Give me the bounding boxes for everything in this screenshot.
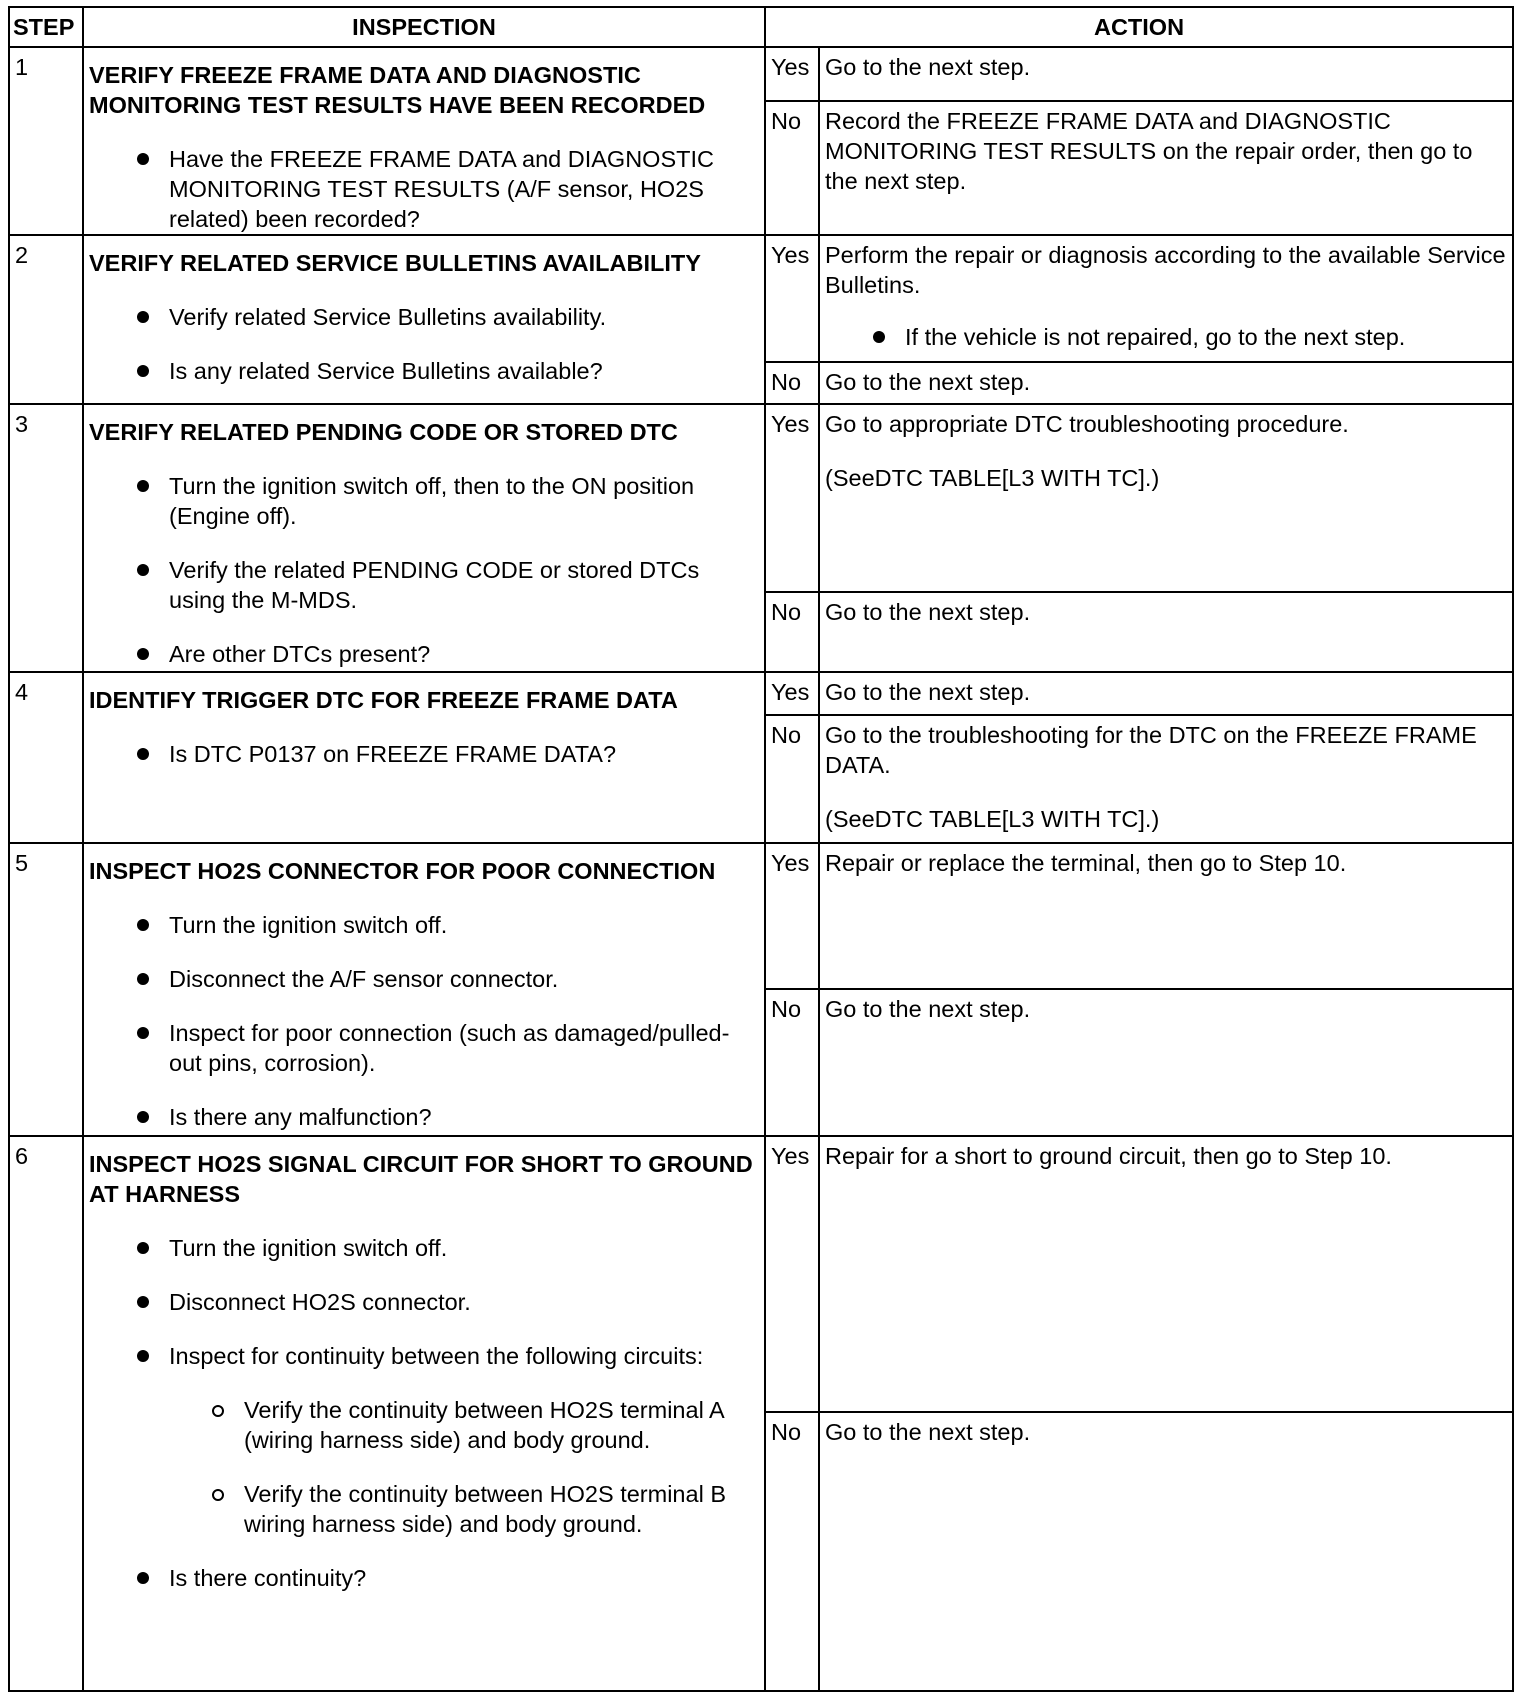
table-row bbox=[9, 235, 1513, 361]
yes-label: Yes bbox=[765, 47, 819, 101]
no-action: Go to the next step. bbox=[819, 362, 1513, 404]
sub-list-item: Verify the continuity between HO2S terminal A (wiring harness side) and body ground. bbox=[89, 1395, 759, 1455]
diagnostic-table bbox=[8, 6, 1514, 1692]
no-label: No bbox=[765, 101, 819, 235]
step-title: INSPECT HO2S CONNECTOR FOR POOR CONNECTION bbox=[89, 857, 716, 884]
action-text: Perform the repair or diagnosis according to the available Service Bulletins. bbox=[825, 242, 1506, 299]
list-item: Turn the ignition switch off. bbox=[89, 910, 759, 940]
yes-label: Yes bbox=[765, 672, 819, 714]
step-number: 5 bbox=[9, 843, 83, 1136]
list-item: Is there continuity? bbox=[89, 1563, 759, 1593]
no-action: Go to the next step. bbox=[819, 1412, 1513, 1691]
step-number: 2 bbox=[9, 235, 83, 403]
bullet-list bbox=[89, 1563, 759, 1593]
step-number: 3 bbox=[9, 404, 83, 673]
no-label: No bbox=[765, 592, 819, 672]
no-label: No bbox=[765, 1412, 819, 1691]
step-title: INSPECT HO2S SIGNAL CIRCUIT FOR SHORT TO GROUND AT HARNESS bbox=[89, 1150, 753, 1207]
yes-action bbox=[819, 404, 1513, 592]
list-item: Inspect for continuity between the following circuits: bbox=[89, 1341, 759, 1371]
list-item: Is any related Service Bulletins available? bbox=[89, 356, 759, 386]
dtc-table-link[interactable]: (SeeDTC TABLE[L3 WITH TC].) bbox=[825, 805, 1160, 832]
yes-label: Yes bbox=[765, 1136, 819, 1413]
sub-list-item: Verify the continuity between HO2S terminal B wiring harness side) and body ground. bbox=[89, 1479, 759, 1539]
yes-action: Repair for a short to ground circuit, then go to Step 10. bbox=[819, 1136, 1513, 1413]
step-header: STEP bbox=[9, 7, 83, 47]
list-item: Turn the ignition switch off. bbox=[89, 1233, 759, 1263]
step-title: VERIFY FREEZE FRAME DATA AND DIAGNOSTIC MONITORING TEST RESULTS HAVE BEEN RECORDED bbox=[89, 62, 706, 118]
inspection-cell bbox=[83, 235, 765, 403]
no-action: Go to the next step. bbox=[819, 989, 1513, 1135]
header-row bbox=[9, 7, 1513, 47]
list-item: Disconnect the A/F sensor connector. bbox=[89, 964, 759, 994]
list-item: Are other DTCs present? bbox=[89, 639, 759, 669]
yes-action: Go to the next step. bbox=[819, 672, 1513, 714]
step-title: VERIFY RELATED PENDING CODE OR STORED DTC bbox=[89, 418, 678, 445]
list-item: Turn the ignition switch off, then to the ON position (Engine off). bbox=[89, 471, 759, 531]
list-item: Disconnect HO2S connector. bbox=[89, 1287, 759, 1317]
action-text: Go to appropriate DTC troubleshooting procedure. bbox=[825, 410, 1349, 437]
inspection-header: INSPECTION bbox=[83, 7, 765, 47]
action-bullet-list bbox=[825, 322, 1507, 352]
no-action: Record the FREEZE FRAME DATA and DIAGNOSTIC MONITORING TEST RESULTS on the repair order, then go to the next step. bbox=[819, 101, 1513, 235]
yes-action: Go to the next step. bbox=[819, 47, 1513, 101]
list-item: Is DTC P0137 on FREEZE FRAME DATA? bbox=[89, 739, 759, 769]
bullet-list bbox=[89, 471, 759, 669]
step-title: IDENTIFY TRIGGER DTC FOR FREEZE FRAME DATA bbox=[89, 687, 678, 714]
no-action bbox=[819, 715, 1513, 843]
list-item: Verify related Service Bulletins availability. bbox=[89, 302, 759, 332]
yes-label: Yes bbox=[765, 235, 819, 361]
table-row bbox=[9, 47, 1513, 101]
table-row bbox=[9, 843, 1513, 989]
no-label: No bbox=[765, 989, 819, 1135]
list-item: Verify the related PENDING CODE or stored DTCs using the M-MDS. bbox=[89, 555, 759, 615]
inspection-cell bbox=[83, 47, 765, 235]
no-label: No bbox=[765, 715, 819, 843]
step-number: 1 bbox=[9, 47, 83, 235]
yes-label: Yes bbox=[765, 843, 819, 989]
no-label: No bbox=[765, 362, 819, 404]
bullet-list bbox=[89, 1233, 759, 1371]
bullet-list bbox=[89, 910, 759, 1132]
dtc-table-link[interactable]: (SeeDTC TABLE[L3 WITH TC].) bbox=[825, 464, 1160, 491]
sub-bullet-list bbox=[89, 1395, 759, 1539]
list-item: If the vehicle is not repaired, go to the next step. bbox=[825, 322, 1507, 352]
list-item: Is there any malfunction? bbox=[89, 1102, 759, 1132]
inspection-cell bbox=[83, 843, 765, 1136]
bullet-list bbox=[89, 739, 759, 769]
list-item: Have the FREEZE FRAME DATA and DIAGNOSTIC MONITORING TEST RESULTS (A/F sensor, HO2S related) been recorded? bbox=[89, 144, 759, 234]
bullet-list bbox=[89, 302, 759, 386]
action-text: Go to the troubleshooting for the DTC on the FREEZE FRAME DATA. bbox=[825, 721, 1477, 778]
inspection-cell bbox=[83, 672, 765, 842]
step-number: 6 bbox=[9, 1136, 83, 1691]
bullet-list bbox=[89, 144, 759, 234]
step-title: VERIFY RELATED SERVICE BULLETINS AVAILABILITY bbox=[89, 250, 701, 277]
table-row bbox=[9, 404, 1513, 592]
yes-label: Yes bbox=[765, 404, 819, 592]
action-header: ACTION bbox=[765, 7, 1513, 47]
inspection-cell bbox=[83, 1136, 765, 1691]
no-action: Go to the next step. bbox=[819, 592, 1513, 672]
inspection-cell bbox=[83, 404, 765, 673]
yes-action bbox=[819, 235, 1513, 361]
yes-action: Repair or replace the terminal, then go to Step 10. bbox=[819, 843, 1513, 989]
step-number: 4 bbox=[9, 672, 83, 842]
table-row bbox=[9, 672, 1513, 714]
list-item: Inspect for poor connection (such as damaged/pulled-out pins, corrosion). bbox=[89, 1018, 759, 1078]
table-row bbox=[9, 1136, 1513, 1413]
